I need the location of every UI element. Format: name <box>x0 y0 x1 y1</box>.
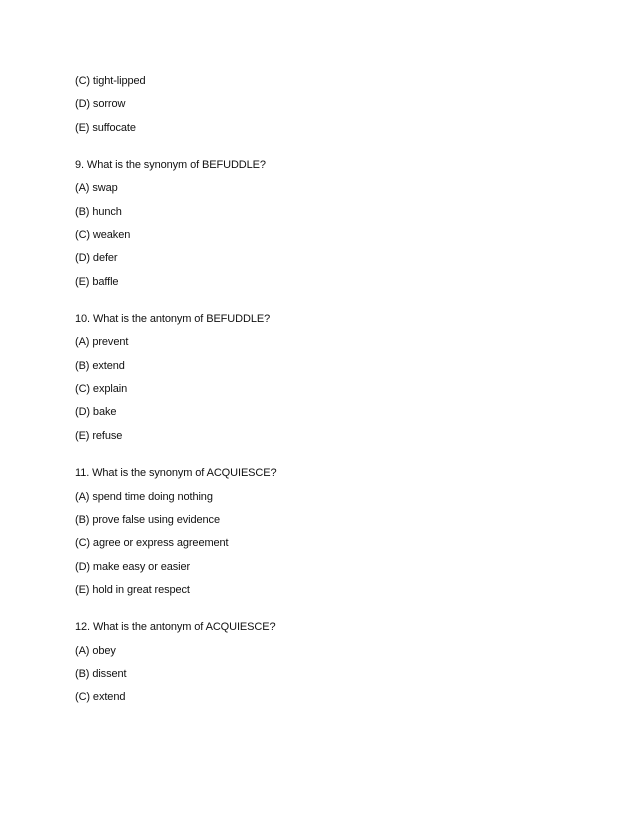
option-d: (D) sorrow <box>75 98 126 111</box>
option-c: (C) tight-lipped <box>75 75 146 87</box>
page-content <box>75 74 575 714</box>
question-prompt: 10. What is the antonym of BEFUDDLE? <box>75 313 271 326</box>
question-prompt: 12. What is the antonym of ACQUIESCE? <box>75 621 276 634</box>
option-d: (D) defer <box>75 252 118 265</box>
option-c: (C) weaken <box>75 229 131 242</box>
option-c: (C) explain <box>75 383 128 396</box>
option-a: (A) swap <box>75 182 118 195</box>
option-b: (B) dissent <box>75 667 127 680</box>
option-e: (E) suffocate <box>75 121 136 134</box>
question-prompt: 11. What is the synonym of ACQUIESCE? <box>75 467 277 480</box>
question-9 <box>75 158 575 289</box>
question-prompt: 9. What is the synonym of BEFUDDLE? <box>75 159 266 172</box>
option-b: (B) prove false using evidence <box>75 513 220 526</box>
question-12 <box>75 620 575 704</box>
option-a: (A) obey <box>75 644 116 657</box>
option-e: (E) refuse <box>75 429 123 442</box>
option-e: (E) baffle <box>75 275 119 288</box>
option-d: (D) make easy or easier <box>75 560 191 573</box>
option-b: (B) hunch <box>75 205 122 218</box>
option-a: (A) spend time doing nothing <box>75 490 213 503</box>
option-b: (B) extend <box>75 359 125 372</box>
option-e: (E) hold in great respect <box>75 583 190 596</box>
continued-options <box>75 74 575 135</box>
option-c: (C) agree or express agreement <box>75 537 229 550</box>
question-10 <box>75 312 575 443</box>
option-c: (C) extend <box>75 691 126 704</box>
option-a: (A) prevent <box>75 336 129 349</box>
question-11 <box>75 466 575 597</box>
option-d: (D) bake <box>75 406 117 419</box>
